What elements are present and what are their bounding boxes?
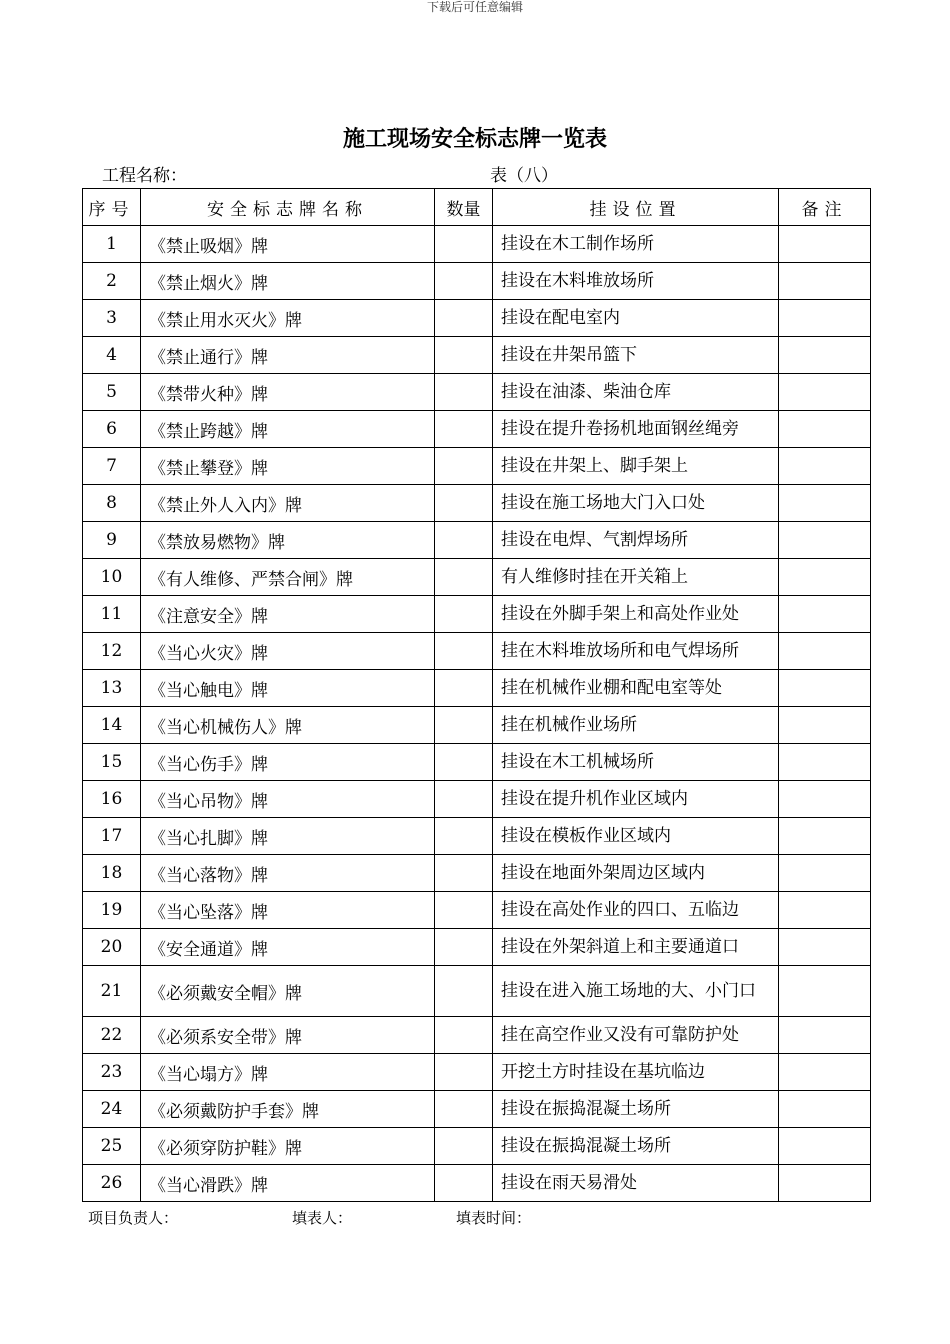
column-header-location: 挂设位置	[493, 189, 779, 226]
column-header-no: 序号	[83, 189, 141, 226]
remark-cell	[779, 781, 871, 818]
quantity-cell	[435, 707, 493, 744]
quantity-cell	[435, 1165, 493, 1202]
remark-cell	[779, 522, 871, 559]
remark-cell	[779, 1017, 871, 1054]
form-filler-label: 填表人：	[292, 1209, 353, 1227]
table-row	[83, 818, 871, 855]
location-cell: 挂设在电焊、气割焊场所	[493, 522, 779, 559]
sign-name-cell: 《有人维修、严禁合闸》牌	[141, 559, 435, 596]
quantity-cell	[435, 448, 493, 485]
remark-cell	[779, 855, 871, 892]
table-row	[83, 1091, 871, 1128]
row-number-cell: 8	[83, 485, 141, 522]
location-cell: 挂设在配电室内	[493, 300, 779, 337]
quantity-cell	[435, 892, 493, 929]
location-cell: 有人维修时挂在开关箱上	[493, 559, 779, 596]
table-row	[83, 337, 871, 374]
row-number-cell: 17	[83, 818, 141, 855]
quantity-cell	[435, 559, 493, 596]
sign-name-cell: 《禁止通行》牌	[141, 337, 435, 374]
table-row	[83, 744, 871, 781]
project-name-label: 工程名称：	[102, 166, 187, 186]
remark-cell	[779, 707, 871, 744]
remark-cell	[779, 263, 871, 300]
location-cell: 挂设在木料堆放场所	[493, 263, 779, 300]
table-row	[83, 263, 871, 300]
remark-cell	[779, 929, 871, 966]
sign-name-cell: 《禁放易燃物》牌	[141, 522, 435, 559]
remark-cell	[779, 226, 871, 263]
quantity-cell	[435, 485, 493, 522]
sign-name-cell: 《禁止攀登》牌	[141, 448, 435, 485]
quantity-cell	[435, 670, 493, 707]
sign-name-cell: 《当心伤手》牌	[141, 744, 435, 781]
row-number-cell: 10	[83, 559, 141, 596]
quantity-cell	[435, 929, 493, 966]
meta-row	[102, 164, 802, 188]
quantity-cell	[435, 1054, 493, 1091]
location-cell: 挂设在进入施工场地的大、小门口	[493, 966, 779, 1017]
sign-name-cell: 《必须穿防护鞋》牌	[141, 1128, 435, 1165]
quantity-cell	[435, 966, 493, 1017]
location-cell: 挂在木料堆放场所和电气焊场所	[493, 633, 779, 670]
row-number-cell: 2	[83, 263, 141, 300]
row-number-cell: 22	[83, 1017, 141, 1054]
remark-cell	[779, 1054, 871, 1091]
row-number-cell: 24	[83, 1091, 141, 1128]
location-cell: 挂设在外架斜道上和主要通道口	[493, 929, 779, 966]
sign-name-cell: 《当心塌方》牌	[141, 1054, 435, 1091]
table-row	[83, 781, 871, 818]
remark-cell	[779, 596, 871, 633]
table-row	[83, 411, 871, 448]
location-cell: 挂设在木工机械场所	[493, 744, 779, 781]
sign-name-cell: 《当心触电》牌	[141, 670, 435, 707]
remark-cell	[779, 633, 871, 670]
column-header-remark: 备注	[779, 189, 871, 226]
remark-cell	[779, 337, 871, 374]
sign-name-cell: 《禁止用水灭火》牌	[141, 300, 435, 337]
remark-cell	[779, 892, 871, 929]
table-number: 表（八）	[490, 166, 558, 186]
sign-name-cell: 《当心落物》牌	[141, 855, 435, 892]
location-cell: 挂设在井架上、脚手架上	[493, 448, 779, 485]
table-row	[83, 1128, 871, 1165]
table-row	[83, 707, 871, 744]
row-number-cell: 26	[83, 1165, 141, 1202]
table-row	[83, 522, 871, 559]
location-cell: 挂设在地面外架周边区域内	[493, 855, 779, 892]
location-cell: 挂设在井架吊篮下	[493, 337, 779, 374]
column-header-qty: 数量	[435, 189, 493, 226]
row-number-cell: 4	[83, 337, 141, 374]
table-row	[83, 633, 871, 670]
quantity-cell	[435, 1017, 493, 1054]
column-header-name: 安全标志牌名称	[141, 189, 435, 226]
row-number-cell: 19	[83, 892, 141, 929]
location-cell: 挂设在振捣混凝土场所	[493, 1128, 779, 1165]
quantity-cell	[435, 818, 493, 855]
table-row	[83, 892, 871, 929]
sign-name-cell: 《当心火灾》牌	[141, 633, 435, 670]
table-row	[83, 448, 871, 485]
sign-name-cell: 《禁带火种》牌	[141, 374, 435, 411]
row-number-cell: 1	[83, 226, 141, 263]
table-row	[83, 300, 871, 337]
location-cell: 挂设在施工场地大门入口处	[493, 485, 779, 522]
row-number-cell: 6	[83, 411, 141, 448]
location-cell: 挂在机械作业棚和配电室等处	[493, 670, 779, 707]
row-number-cell: 21	[83, 966, 141, 1017]
row-number-cell: 14	[83, 707, 141, 744]
row-number-cell: 20	[83, 929, 141, 966]
quantity-cell	[435, 744, 493, 781]
fill-date-label: 填表时间：	[456, 1209, 532, 1227]
table-row	[83, 374, 871, 411]
location-cell: 挂设在提升机作业区域内	[493, 781, 779, 818]
location-cell: 挂设在油漆、柴油仓库	[493, 374, 779, 411]
quantity-cell	[435, 337, 493, 374]
remark-cell	[779, 818, 871, 855]
remark-cell	[779, 1165, 871, 1202]
table-row	[83, 1017, 871, 1054]
quantity-cell	[435, 522, 493, 559]
row-number-cell: 11	[83, 596, 141, 633]
table-row	[83, 596, 871, 633]
location-cell: 挂设在高处作业的四口、五临边	[493, 892, 779, 929]
table-row	[83, 1054, 871, 1091]
location-cell: 挂设在提升卷扬机地面钢丝绳旁	[493, 411, 779, 448]
remark-cell	[779, 744, 871, 781]
quantity-cell	[435, 374, 493, 411]
sign-name-cell: 《安全通道》牌	[141, 929, 435, 966]
sign-name-cell: 《当心机械伤人》牌	[141, 707, 435, 744]
table-row	[83, 559, 871, 596]
quantity-cell	[435, 781, 493, 818]
remark-cell	[779, 559, 871, 596]
quantity-cell	[435, 1091, 493, 1128]
sign-name-cell: 《当心吊物》牌	[141, 781, 435, 818]
table-row	[83, 1165, 871, 1202]
row-number-cell: 16	[83, 781, 141, 818]
row-number-cell: 7	[83, 448, 141, 485]
sign-name-cell: 《注意安全》牌	[141, 596, 435, 633]
header-note: 下载后可任意编辑	[426, 0, 523, 14]
sign-name-cell: 《当心坠落》牌	[141, 892, 435, 929]
remark-cell	[779, 411, 871, 448]
sign-name-cell: 《必须系安全带》牌	[141, 1017, 435, 1054]
quantity-cell	[435, 226, 493, 263]
sign-name-cell: 《禁止外人入内》牌	[141, 485, 435, 522]
quantity-cell	[435, 263, 493, 300]
sign-name-cell: 《当心滑跌》牌	[141, 1165, 435, 1202]
remark-cell	[779, 1128, 871, 1165]
sign-name-cell: 《当心扎脚》牌	[141, 818, 435, 855]
sign-name-cell: 《禁止跨越》牌	[141, 411, 435, 448]
row-number-cell: 25	[83, 1128, 141, 1165]
document-title: 施工现场安全标志牌一览表	[342, 126, 607, 152]
table-row	[83, 670, 871, 707]
row-number-cell: 15	[83, 744, 141, 781]
location-cell: 挂设在木工制作场所	[493, 226, 779, 263]
remark-cell	[779, 966, 871, 1017]
row-number-cell: 5	[83, 374, 141, 411]
table-row	[83, 929, 871, 966]
sign-name-cell: 《必须戴防护手套》牌	[141, 1091, 435, 1128]
quantity-cell	[435, 411, 493, 448]
row-number-cell: 13	[83, 670, 141, 707]
table-header-row	[83, 189, 871, 226]
table-row	[83, 226, 871, 263]
table-row	[83, 966, 871, 1017]
location-cell: 挂设在外脚手架上和高处作业处	[493, 596, 779, 633]
row-number-cell: 12	[83, 633, 141, 670]
sign-name-cell: 《必须戴安全帽》牌	[141, 966, 435, 1017]
location-cell: 挂设在振捣混凝土场所	[493, 1091, 779, 1128]
table-row	[83, 855, 871, 892]
quantity-cell	[435, 300, 493, 337]
row-number-cell: 3	[83, 300, 141, 337]
row-number-cell: 23	[83, 1054, 141, 1091]
row-number-cell: 18	[83, 855, 141, 892]
table-body	[83, 226, 871, 1202]
safety-sign-table	[82, 188, 871, 1202]
project-manager-label: 项目负责人：	[88, 1209, 179, 1227]
quantity-cell	[435, 855, 493, 892]
remark-cell	[779, 485, 871, 522]
sign-name-cell: 《禁止烟火》牌	[141, 263, 435, 300]
location-cell: 挂设在模板作业区域内	[493, 818, 779, 855]
remark-cell	[779, 374, 871, 411]
footer-row	[88, 1207, 788, 1229]
remark-cell	[779, 448, 871, 485]
row-number-cell: 9	[83, 522, 141, 559]
location-cell: 挂设在雨天易滑处	[493, 1165, 779, 1202]
remark-cell	[779, 1091, 871, 1128]
remark-cell	[779, 670, 871, 707]
quantity-cell	[435, 596, 493, 633]
table-row	[83, 485, 871, 522]
location-cell: 挂在高空作业又没有可靠防护处	[493, 1017, 779, 1054]
location-cell: 开挖土方时挂设在基坑临边	[493, 1054, 779, 1091]
quantity-cell	[435, 1128, 493, 1165]
location-cell: 挂在机械作业场所	[493, 707, 779, 744]
sign-name-cell: 《禁止吸烟》牌	[141, 226, 435, 263]
remark-cell	[779, 300, 871, 337]
quantity-cell	[435, 633, 493, 670]
